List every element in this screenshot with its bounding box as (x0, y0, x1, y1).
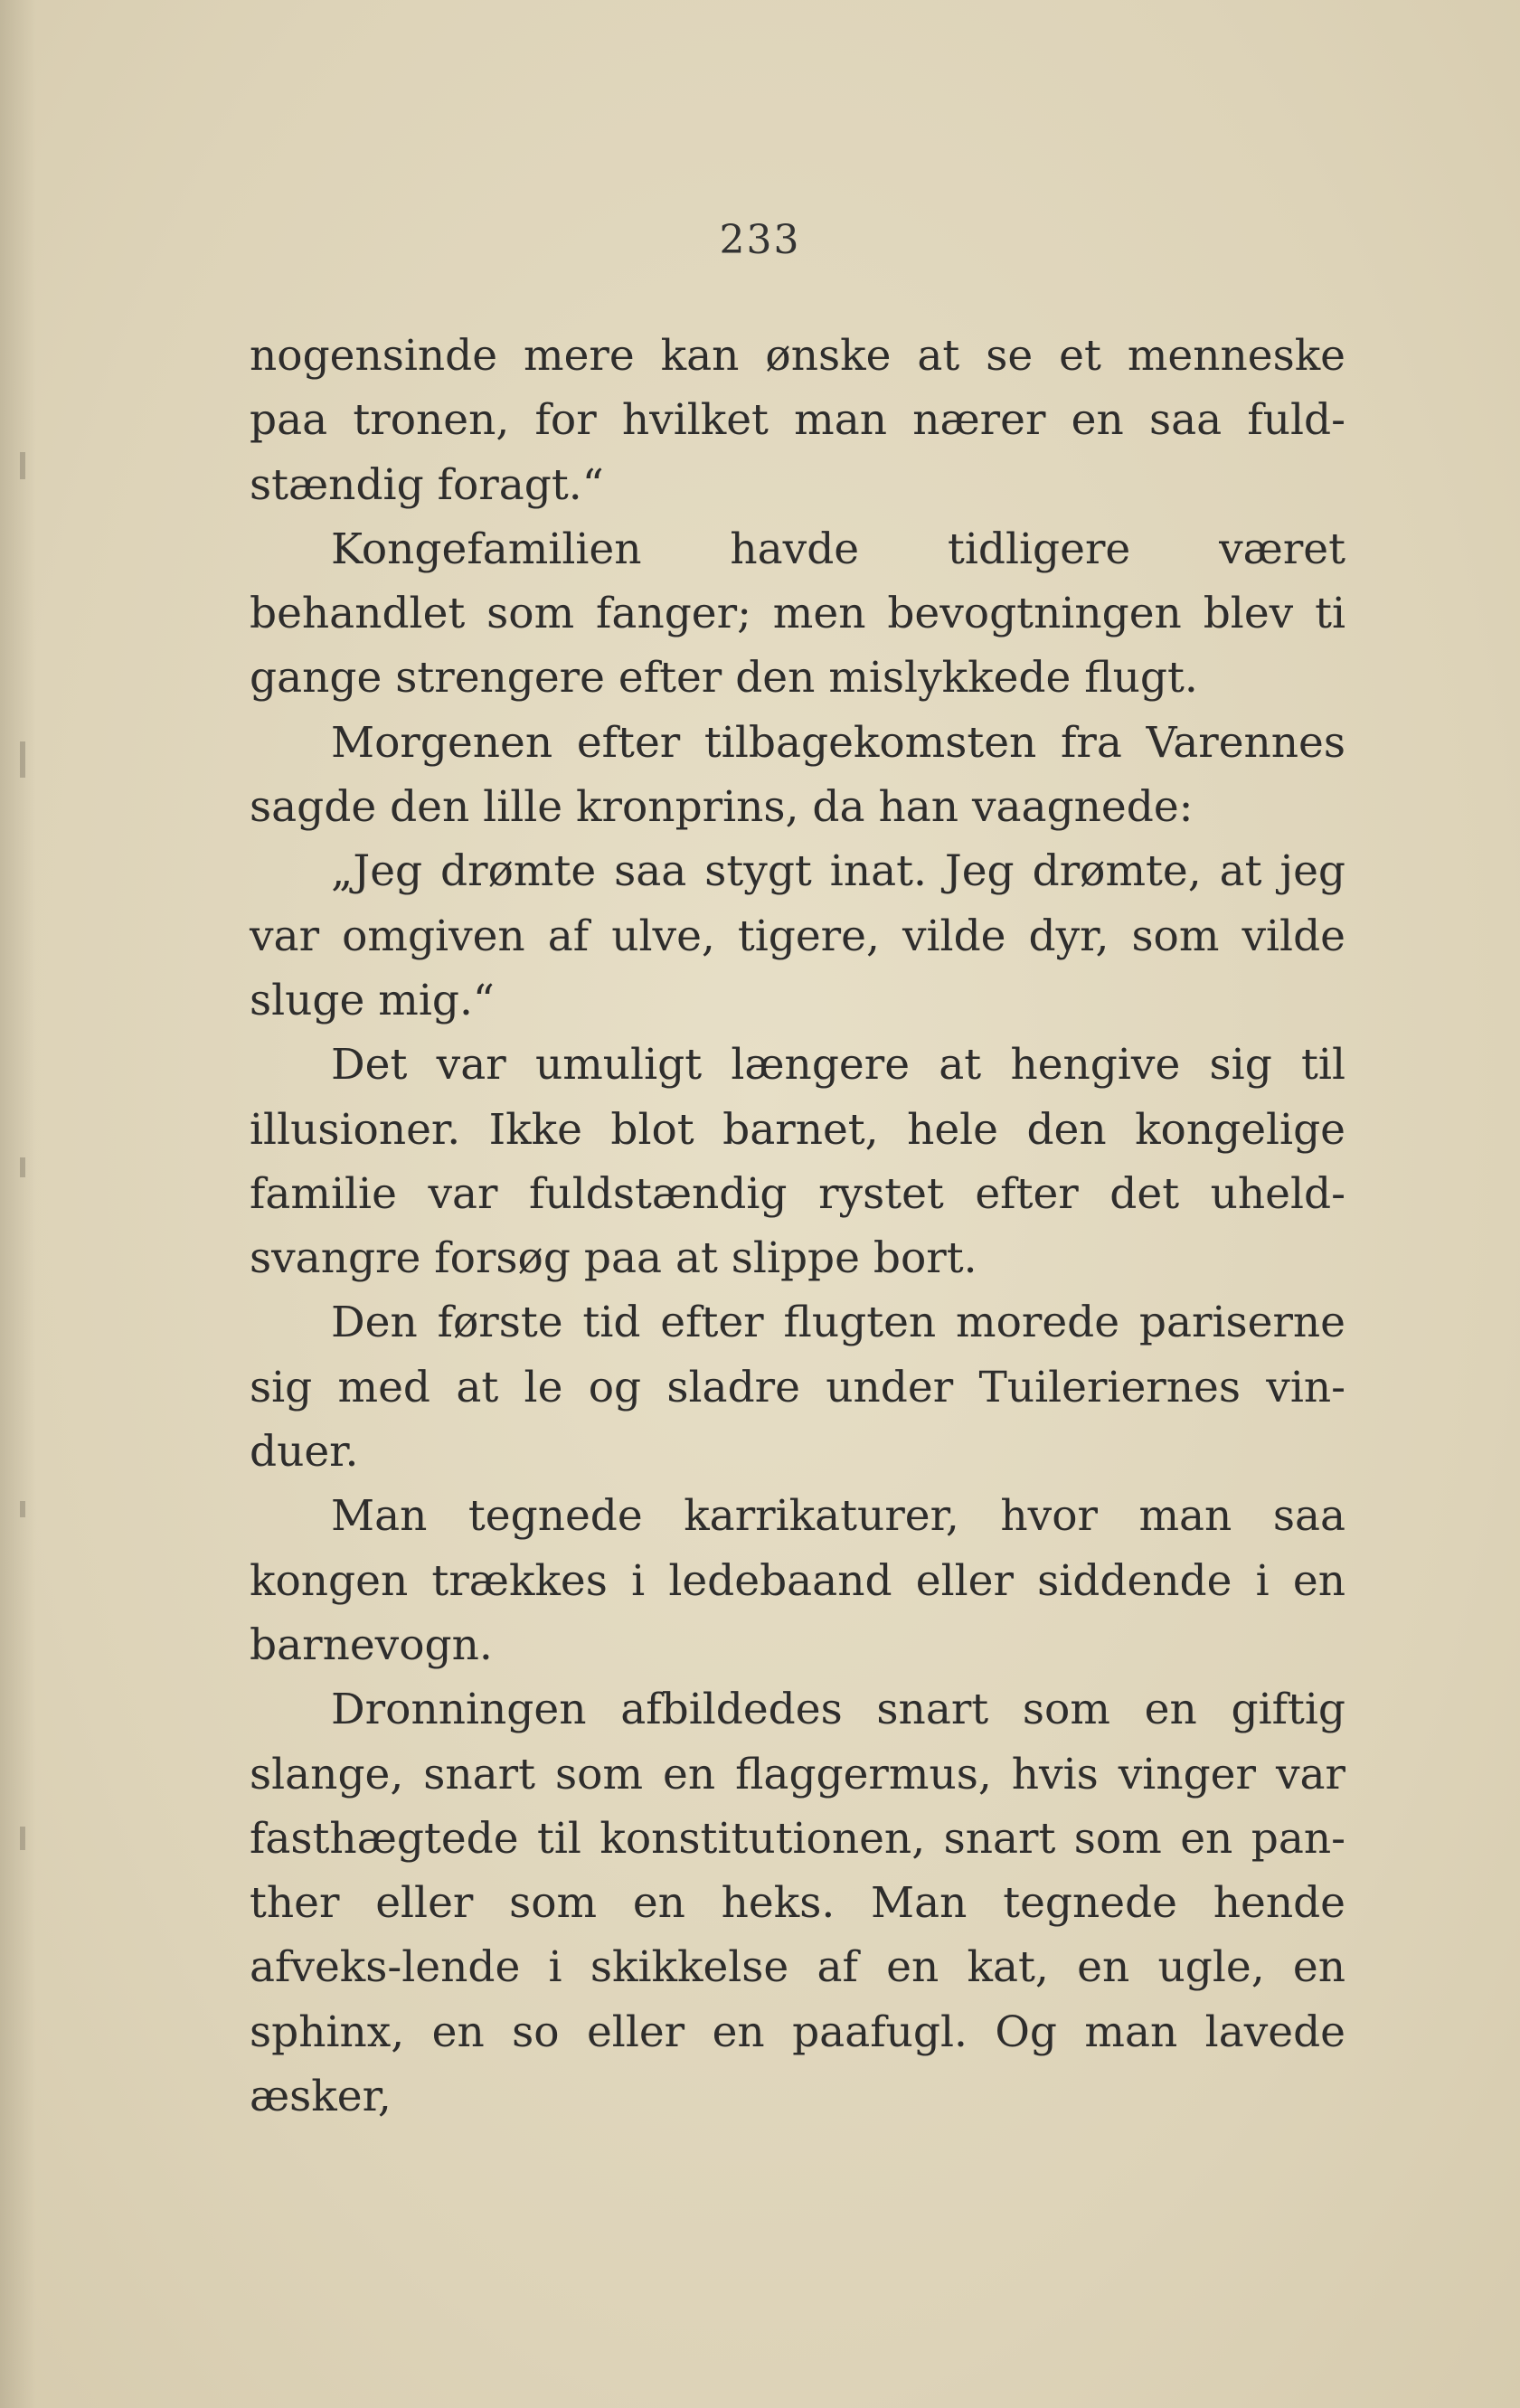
paragraph: nogensinde mere kan ønske at se et menneske paa tronen, for hvilket man nærer en saa fuld-stændig foragt.“ (250, 331, 1345, 510)
margin-speck (20, 1827, 25, 1850)
paragraph: „Jeg drømte saa stygt inat. Jeg drømte, at jeg var omgiven af ulve, tigere, vilde dyr, som vilde sluge mig.“ (250, 846, 1345, 1025)
margin-speck (20, 1501, 25, 1517)
body-text (250, 324, 1345, 2129)
paragraph: Dronningen afbildedes snart som en giftig slange, snart som en flaggermus, hvis vinger var fasthægtede til konstitutionen, snart som en pan-ther eller som en heks. Man tegnede hende afveks-lende i skikkelse af en kat, en ugle, en sphinx, en so eller en paafugl. Og man lavede æsker, (250, 1685, 1345, 2122)
paragraph: Kongefamilien havde tidligere været behandlet som fanger; men bevogtningen blev ti gange strengere efter den mislykkede flugt. (250, 524, 1345, 704)
paragraph: Den første tid efter flugten morede pariserne sig med at le og sladre under Tuileriernes vin-duer. (250, 1298, 1345, 1478)
page-number: 233 (719, 217, 801, 263)
page-edge-shadow (0, 0, 36, 2408)
paragraph: Man tegnede karrikaturer, hvor man saa kongen trækkes i ledebaand eller siddende i en barnevogn. (250, 1491, 1345, 1670)
paragraph: Det var umuligt længere at hengive sig til illusioner. Ikke blot barnet, hele den kongelige familie var fuldstændig rystet efter det uheld-svangre forsøg paa at slippe bort. (250, 1040, 1345, 1284)
margin-speck (20, 452, 25, 479)
margin-speck (20, 1157, 25, 1177)
paragraph: Morgenen efter tilbagekomsten fra Varennes sagde den lille kronprins, da han vaagnede: (250, 717, 1345, 833)
margin-speck (20, 741, 25, 778)
